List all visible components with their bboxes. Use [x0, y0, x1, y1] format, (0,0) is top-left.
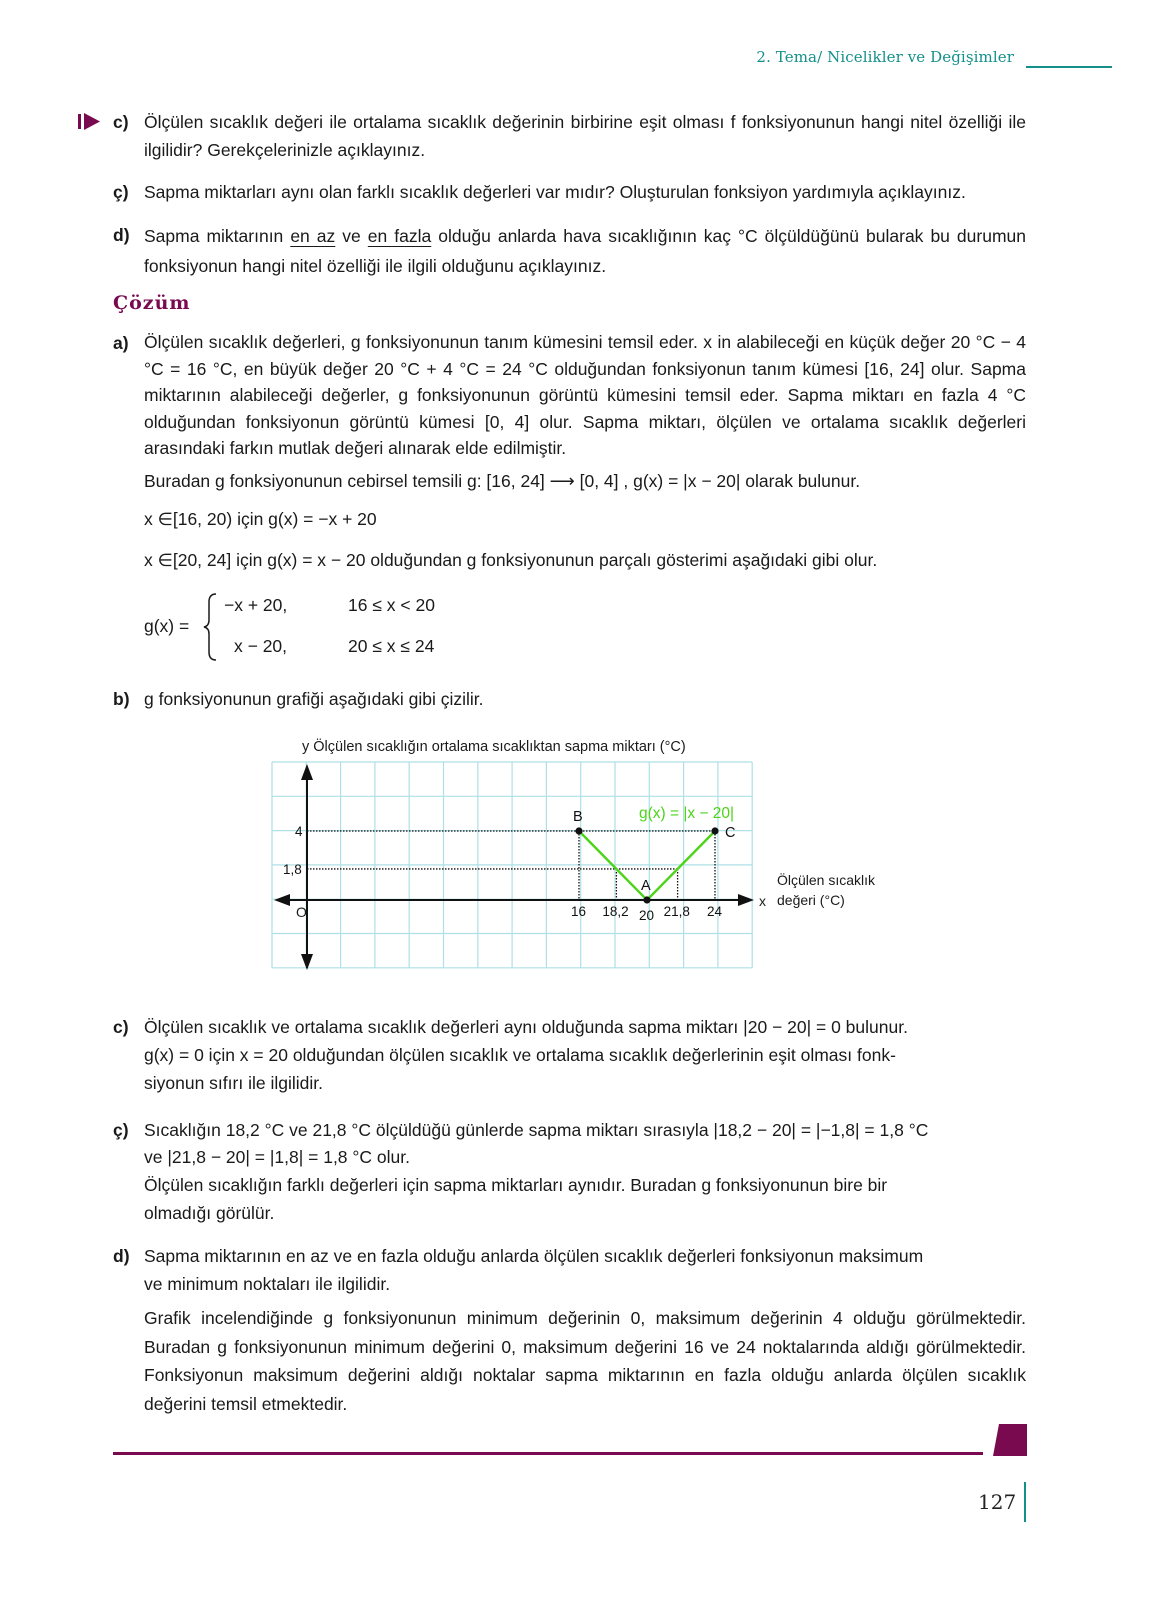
marks — [283, 809, 735, 923]
y-tick-label: 4 — [295, 824, 303, 839]
solution-c-line1: Ölçülen sıcaklık ve ortalama sıcaklık değerleri aynı olduğunda sapma miktarı |20 − 20| = 0 bulunur. — [144, 1017, 908, 1037]
solution-d-label: d) — [113, 1246, 130, 1266]
play-arrow-icon — [78, 113, 102, 131]
solution-d-paragraph: Grafik incelendiğinde g fonksiyonunun minimum değerinin 0, maksimum değerinin 4 olduğu görülmektedir. Buradan g fonksiyonunun minimum değerini 0, maksimum değerini 16 ve 24 noktalarında aldığı görülmektedir. Fonksiyonun maksimum değerini aldığı noktalar sapma miktarının en fazla olduğu anlarda ölçülen sıcaklık değerini temsil etmektedir. — [144, 1308, 1026, 1414]
question-d-text: Sapma miktarının en az ve en fazla olduğu anlarda hava sıcaklığının kaç °C ölçüldüğünü bularak bu durumun fonksiyonun hangi nitel özelliği ile ilgili olduğunu açıklayınız. — [144, 226, 1026, 276]
solution-cc-line1: Sıcaklığın 18,2 °C ve 21,8 °C ölçüldüğü günlerde sapma miktarı sırasıyla |18,2 − 20| = |−1,8| = 1,8 °C — [144, 1120, 929, 1140]
solution-c-line2: g(x) = 0 için x = 20 olduğundan ölçülen sıcaklık ve ortalama sıcaklık değerlerinin eşit olması fonk- — [144, 1045, 896, 1065]
solution-cc-line3: Ölçülen sıcaklığın farklı değerleri için sapma miktarları aynıdır. Buradan g fonksiyonunun bire bir — [144, 1175, 888, 1195]
solution-heading: Çözüm — [113, 292, 191, 314]
origin-label: O — [296, 904, 307, 920]
point-c — [711, 827, 718, 834]
function-graph — [0, 730, 1152, 990]
point-label-b: B — [573, 809, 583, 825]
page-number-rule — [1024, 1482, 1026, 1522]
x-tick-label: 21,8 — [663, 904, 690, 919]
x-axis-arrow-right — [738, 894, 754, 906]
point-label-c: C — [725, 825, 736, 841]
page-number: 127 — [978, 1490, 1017, 1514]
piecewise-lhs: g(x) = — [144, 616, 190, 636]
underlined-en-az: en az — [290, 226, 336, 246]
running-header: 2. Tema/ Nicelikler ve Değişimler — [756, 48, 1014, 66]
y-tick-label: 1,8 — [283, 861, 302, 877]
solution-c-line3: siyonun sıfırı ile ilgilidir. — [144, 1073, 323, 1093]
piecewise-cond-1: 16 ≤ x < 20 — [348, 595, 435, 615]
solution-a-label: a) — [113, 333, 129, 353]
solution-cc-line2: ve |21,8 − 20| = |1,8| = 1,8 °C olur. — [144, 1147, 410, 1167]
footer-rule — [113, 1452, 983, 1455]
question-c-text: Ölçülen sıcaklık değeri ile ortalama sıcaklık değerinin birbirine eşit olması f fonksiyonunun hangi nitel özelliği ile ilgilidir? Gerekçelerinizle açıklayınız. — [144, 112, 1026, 160]
guide-lines — [307, 831, 715, 900]
axes — [274, 764, 754, 970]
solution-b-label: b) — [113, 689, 130, 709]
solution-a-case1: x ∈[16, 20) için g(x) = −x + 20 — [144, 509, 377, 529]
question-cc-label: ç) — [113, 182, 129, 202]
question-d-label: d) — [113, 225, 130, 245]
x-axis-label-line2: değeri (°C) — [777, 892, 845, 908]
header-rule — [1026, 66, 1112, 68]
piecewise-cond-2: 20 ≤ x ≤ 24 — [348, 636, 435, 656]
point-b — [575, 827, 582, 834]
footer-tab-shape — [993, 1424, 1027, 1456]
solution-c-label: c) — [113, 1017, 129, 1037]
solution-a-text: Ölçülen sıcaklık değerleri, g fonksiyonunun tanım kümesini temsil eder. x in alabileceği en küçük değer 20 °C − 4 °C = 16 °C, en büyük değer 20 °C + 4 °C = 24 °C olduğundan fonksiyonun tanım kümesi [16, 24] olur. Sapma miktarının alabileceği değerler, g fonksiyonunun görüntü kümesini temsil eder. Sapma miktarı en fazla 4 °C olduğundan fonksiyonun görüntü kümesi [0, 4] olur. Sapma miktarı, ölçülen ve ortalama sıcaklık değerleri arasındaki farkın mutlak değeri alınarak elde edilmiştir. — [144, 332, 1026, 458]
solution-a-case2: x ∈[20, 24] için g(x) = x − 20 olduğundan g fonksiyonunun parçalı gösterimi aşağıdaki gibi olur. — [144, 550, 878, 570]
question-c-label: c) — [113, 112, 129, 132]
piecewise-expr-2: x − 20, — [234, 636, 288, 656]
function-label: g(x) = |x − 20| — [639, 805, 735, 822]
x-tick-label: 20 — [639, 908, 655, 923]
solution-cc-line4: olmadığı görülür. — [144, 1203, 275, 1223]
x-tick-label: 24 — [707, 904, 723, 919]
x-axis-letter: x — [759, 893, 766, 909]
y-axis-label: y Ölçülen sıcaklığın ortalama sıcaklıktan sapma miktarı (°C) — [302, 739, 686, 755]
y-axis-arrow-up — [301, 764, 313, 780]
question-cc-text: Sapma miktarları aynı olan farklı sıcaklık değerleri var mıdır? Oluşturulan fonksiyon yardımıyla açıklayınız. — [144, 182, 966, 202]
x-axis-arrow-left — [274, 894, 290, 906]
underlined-en-fazla: en fazla — [367, 226, 432, 246]
point-a — [643, 896, 650, 903]
solution-a-algebraic: Buradan g fonksiyonunun cebirsel temsili g: [16, 24] ⟶ [0, 4] , g(x) = |x − 20| olarak bulunur. — [144, 471, 861, 491]
solution-d-line2: ve minimum noktaları ile ilgilidir. — [144, 1274, 391, 1294]
x-tick-label: 16 — [571, 904, 587, 919]
piecewise-expr-1: −x + 20, — [224, 595, 288, 615]
solution-b-text: g fonksiyonunun grafiği aşağıdaki gibi çizilir. — [144, 689, 484, 709]
solution-d-line1: Sapma miktarının en az ve en fazla olduğu anlarda ölçülen sıcaklık değerleri fonksiyonun maksimum — [144, 1246, 924, 1266]
brace-icon — [202, 592, 218, 662]
point-label-a: A — [641, 878, 651, 894]
x-axis-label-line1: Ölçülen sıcaklık — [777, 872, 876, 888]
solution-cc-label: ç) — [113, 1120, 129, 1140]
x-tick-label: 18,2 — [602, 904, 629, 919]
